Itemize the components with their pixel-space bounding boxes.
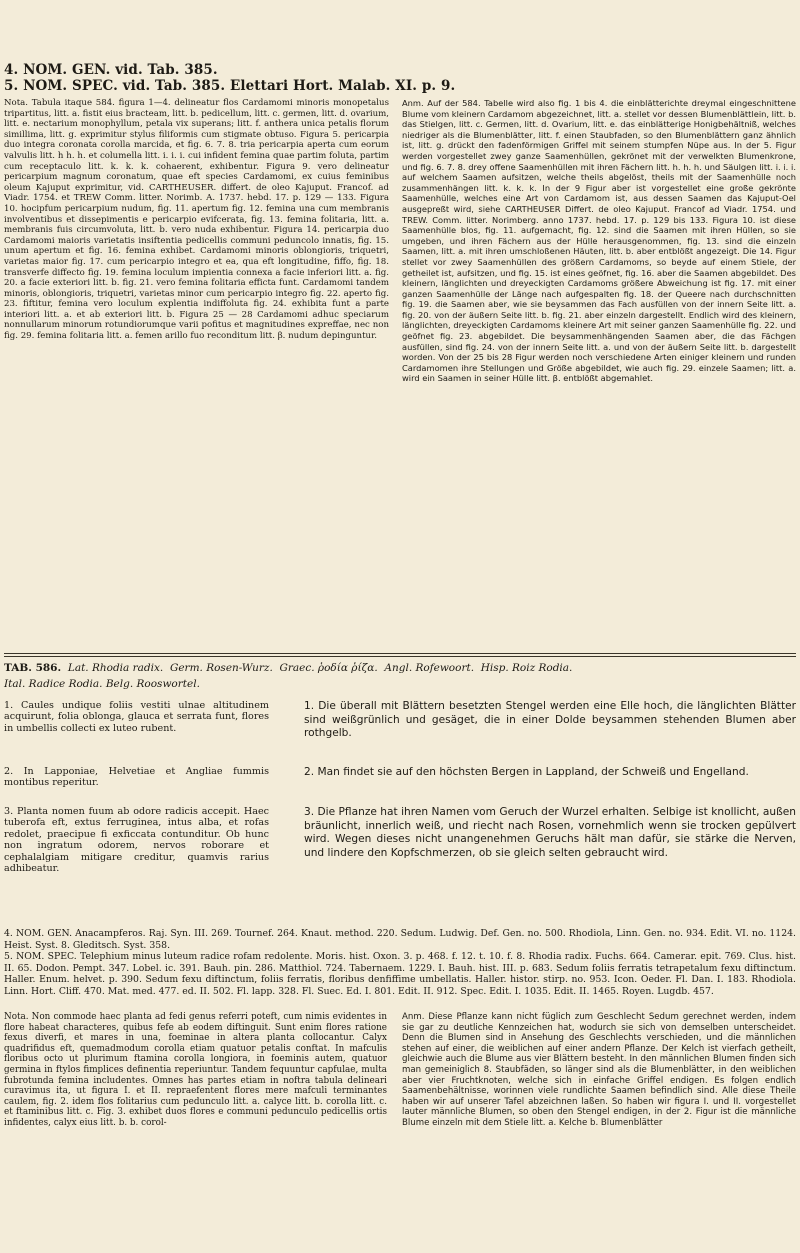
latin-note-column: Nota. Tabula itaque 584. figura 1—4. delineatur flos Cardamomi minoris monopetalus tripartitus, litt. a. fistit eius bracteam, litt. b. pedicellum, litt. c. germen, litt. d. ovarium, litt. e. nectarium monophyllum, petala vix superans; litt. f. anthera unica petalis florum simillima, litt. g. exprimitur stylus filiformis cum stigmate obtuso. Figura 5. pericarpia duo integra coronata corolla marcida, et fig. 6. 7. 8. tria pericarpia aperta cum eorum valvulis litt. h h. h. et columella litt. i. i. i. cui infident femina quae partim foluta, partim cum receptaculo litt. k. k. k. cohaerent, exhibentur. Figura 9. vero delineatur pericarpium magnum coronatum, quae eft species Cardamomi, ex cuius feminibus oleum Kajuput exprimitur, vid. CARTHEUSER. differt. de oleo Kajuput. Francof. ad Viadr. 1754. et TREW Comm. litter. Norimb. A. 1737. hebd. 17. p. 129 — 133. Figura 10. hocipfum pericarpium nudum, fig. 11. apertum fig. 12. femina una cum membranis involventibus et dissepimentis e pericarpio evifcerata, fig. 13. femina folitaria, litt. a. membranis fuis circumvoluta, litt. b. vero nuda exhibentur. Figura 14. pericarpia duo Cardamomi maioris varietatis insiftentia pedicellis communi peduncolo innatis, fig. 15. unum apertum et fig. 16. femina exhibet. Cardamomi minoris oblongioris, triquetri, varietas maior fig. 17. cum pericarpio integro et ea, qua eft longitudine, fiffo, fig. 18. transverfe diffecto fig. 19. femina loculum impientia connexa a facie inferiori litt. a. fig. 20. a facie exteriori litt. b. fig. 21. vero femina folitaria efficta funt. Cardamomi tandem minoris, oblongioris, triquetri, varietas minor cum pericarpio integro fig. 22. aperto fig. 23. fiftitur, femina vero loculum explentia indiffoluta fig. 24. exhibita funt a parte interiori litt. a. et ab exteriori litt. b. Figura 25 — 28 Cardamomi adhuc speciarum nonnullarum minorum rotundiorumque varii pofitus et magnitudines expreffae, nec non fig. 29. femina folitaria litt. a. femen arillo fuo reconditum litt. β. nudum depinguntur. (4, 98, 389, 342)
latin-item-2: 2. In Lapponiae, Helvetiae et Angliae fummis montibus reperitur. (4, 766, 269, 789)
plate-number: TAB. 586. (4, 662, 62, 674)
species-header: 5. NOM. SPEC. vid. Tab. 385. Elettari Hort. Malab. XI. p. 9. (4, 78, 456, 94)
greek-name: Graec. ῥοδία ῥίζα. (279, 662, 378, 674)
german-item-3: 3. Die Pflanze hat ihren Namen vom Geruch der Wurzel erhalten. Selbige ist knollicht, außen bräunlicht, innerlich weiß, und riecht nach Rosen, vornehmlich wenn sie trocken gepülvert wird. Wegen dieses nicht unangenehmen Geruchs hält man dafür, sie stärke die Nerven, und lindere den Kopfschmerzen, ob sie gleich selten gebraucht wird. (304, 806, 796, 859)
german-item-2: 2. Man findet sie auf den höchsten Bergen in Lappland, der Schweiß und Engelland. (304, 766, 749, 778)
nom-spec: 5. NOM. SPEC. Telephium minus luteum radice rofam redolente. Moris. hist. Oxon. 3. p. 468. f. 12. t. 10. f. 8. Rhodia radix. Fuchs. 664. Camerar. epit. 769. Clus. hist. II. 65. Dodon. Pempt. 347. Lobel. ic. 391. Bauh. pin. 286. Matthiol. 724. Tabernaem. 1229. I. Bauh. hist. III. p. 683. Sedum foliis ferratis tetrapetalum fexu diftinctum. Haller. Enum. helvet. p. 390. Sedum fexu diftinctum, foliis ferratis, floribus denfiffime umbellatis. Haller. histor. stirp. no. 953. Icon. Oeder. Fl. Dan. I. 183. Rhodiola. Linn. Hort. Cliff. 470. Mat. med. 477. ed. II. 502. Fl. lapp. 328. Fl. Suec. Ed. I. 801. Edit. II. 912. Spec. Edit. I. 1035. Edit. II. 1465. Royen. Lugdb. 457. (4, 951, 796, 997)
german-note-column: Anm. Auf der 584. Tabelle wird also fig. 1 bis 4. die einblätterichte dreymal eingeschnittene Blume vom kleinern Cardamom abgezeichnet, litt. a. stellet vor dessen Blumenblättlein, litt. b. das Stielgen, litt. c. Germen, litt. d. Ovarium, litt. e. das einblätterige Honigbehältniß, welches niedriger als die Blumenblätter, litt. f. einen Staubfaden, so den Blumenblättern ganz ähnlich ist, litt. g. drückt den fadenförmigen Griffel mit seinem stumpfen Nüpe aus. In der 5. Figur werden vorgestellet zwey ganze Saamenhüllen, gekrönet mit der verwelkten Blumenkrone, und fig. 6. 7. 8. drey offene Saamenhüllen mit ihren Fächern litt. h. h. h. und Säulgen litt. i. i. i. auf welchem Saamen aufsitzen, welche theils abgelöst, theils mit der Saamenhülle noch zusammenhängen litt. k. k. k. In der 9 Figur aber ist vorgestellet eine große gekrönte Saamenhülle, welches eine Art von Cardamom ist, aus dessen Saamen das Kajuput-Oel ausgepreßt wird, siehe CARTHEUSER Differt. de oleo Kajuput. Francof ad Viadr. 1754. und TREW. Comm. litter. Norimberg. anno 1737. hebd. 17. p. 129 bis 133. Figura 10. ist diese Saamenhülle blos, fig. 11. aufgemacht, fig. 12. sind die Saamen mit ihren Hüllen, so sie umgeben, und ihren Fächern aus der Hülle herausgenommen, fig. 13. sind die einzeln Saamen, litt. a. mit ihren umschloßenen Häuten, litt. b. aber entblößt angezeigt. Die 14. Figur stellet vor zwey Saamenhüllen des größern Cardamoms, so beyde auf einem Stiele, der getheilet ist, aufsitzen, und fig. 15. ist eines geöfnet, fig. 16. aber die Saamen abgebildet. Des kleinern, länglichten und dreyeckigten Cardamoms größere Abweichung ist fig. 17. mit einer ganzen Saamenhülle der Länge nach aufgespalten fig. 18. der Queere nach durchschnitten fig. 19. die Saamen aber, wie sie beysammen das Fach ausfüllen von der innern Seite litt. a. fig. 20. von der äußern Seite litt. b. fig. 21. aber einzeln dargestellt. Endlich wird des kleinern, länglichten, dreyeckigten Cardamoms kleinere Art mit seiner ganzen Saamenhülle fig. 22. und geöfnet fig. 23. abgebildet. Die beysammenhängenden Saamen aber, die das Fächgen ausfüllen, sind fig. 24. von der innern Seite litt. a. und von der äußern Seite litt. b. dargestellt worden. Von der 25 bis 28 Figur werden noch verschiedene Arten einiger kleinern und runden Cardamomen ihre Stellungen und Größe abgebildet, wie auch fig. 29. einzele Saamen; litt. a. wird ein Saamen in seiner Hülle litt. β. entblößt abgemahlet. (402, 98, 796, 384)
latin-name: Lat. Rhodia radix. (67, 662, 164, 674)
italian-dutch-names: Ital. Radice Rodia. Belg. Rooswortel. (4, 678, 200, 690)
genus-header: 4. NOM. GEN. vid. Tab. 385. (4, 62, 218, 78)
german-footnote: Anm. Diese Pflanze kann nicht füglich zum Geschlecht Sedum gerechnet werden, indem sie gar zu deutliche Kennzeichen hat, wodurch sie sich von demselben unterscheidet. Denn die Blumen sind in Ansehung des Geschlechts verschieden, und die männlichen stehen auf einer, die weiblichen auf einer andern Pflanze. Der Kelch ist vierfach getheilt, gleichwie auch die Blume aus vier Blättern besteht. In den männlichen Blumen finden sich man gemeiniglich 8. Staubfäden, so länger sind als die Blumenblätter, in den weiblichen aber vier Fruchtknoten, welche sich in einfache Griffel endigen. Es folgen endlich Saamenbehältnisse, worinnen viele rundlichte Saamen befindlich sind. Alle diese Theile haben wir auf unserer Tafel abzeichnen laßen. So haben wir figura I. und II. vorgestellet lauter männliche Blumen, so oben den Stengel endigen, in der 2. Figur ist die männliche Blume einzeln mit dem Stiele litt. a. Kelche b. Blumenblätter (402, 1012, 796, 1128)
latin-item-1: 1. Caules undique foliis vestiti ulnae altitudinem acquirunt, folia oblonga, glauca et serrata funt, flores in umbellis collecti ex luteo rubent. (4, 700, 269, 734)
latin-item-3: 3. Planta nomen fuum ab odore radicis accepit. Haec tuberofa eft, extus ferruginea, intus alba, et rofas redolet, praecipue fi exficcata contunditur. Ob hunc non ingratum odorem, nervos roborare et cephalalgiam mitigare creditur, quamvis rarius adhibeatur. (4, 806, 269, 875)
nom-gen: 4. NOM. GEN. Anacampferos. Raj. Syn. III. 269. Tournef. 264. Knaut. method. 220. Sedum. Ludwig. Def. Gen. no. 500. Rhodiola, Linn. Gen. no. 934. Edit. VI. no. 1124. Heist. Syst. 8. Gleditsch. Syst. 358. (4, 928, 796, 951)
latin-footnote: Nota. Non commode haec planta ad fedi genus referri poteft, cum nimis evidentes in flore habeat characteres, quibus fefe ab eodem diftinguit. Sunt enim flores ratione fexus diverfi, et mares in una, foeminae in altera planta collocantur. Calyx quadrifidus eft, quemadmodum corolla etiam quatuor petalis conftat. In mafculis floribus octo ut plurimum ftamina corolla longiora, in foeminis autem, quatuor germina in ftylos fimplices definentia reperiuntur. Tandem fequuntur capfulae, multa fubrotunda femina includentes. Omnes has partes etiam in noftra tabula delineari curavimus ita, ut figura I. et II. repraefentent flores mere mafculi terminantes caulem, fig. 2. idem flos folitarius cum pedunculo litt. a. calyce litt. b. corolla litt. c. et ftaminibus litt. c. Fig. 3. exhibet duos flores e communi pedunculo pedicellis ortis infidentes, calyx eius litt. b. b. corol- (4, 1012, 387, 1128)
english-name: Angl. Rofewoort. (384, 662, 475, 674)
plate-title (4, 662, 796, 674)
german-name: Germ. Rosen-Wurz. (169, 662, 273, 674)
section-divider-double (4, 656, 796, 657)
section-divider (4, 653, 796, 654)
nomenclature-block (4, 928, 796, 997)
spanish-name: Hisp. Roiz Rodia. (480, 662, 573, 674)
german-item-1: 1. Die überall mit Blättern besetzten Stengel werden eine Elle hoch, die länglichten Blätter sind weißgrünlich und gesäget, die in einer Dolde beysammen stehenden Blumen aber rothgelb. (304, 700, 796, 740)
